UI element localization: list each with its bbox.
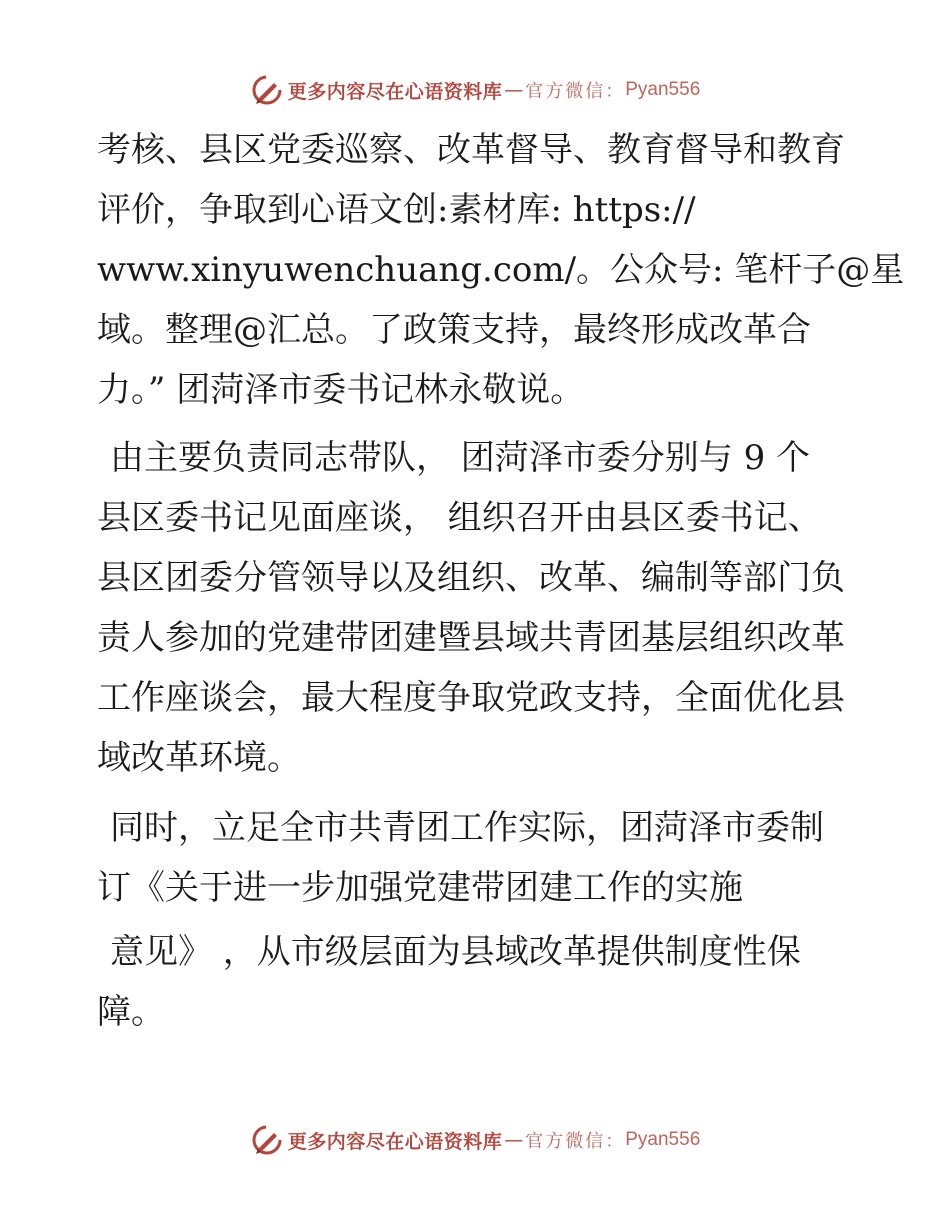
paragraph-4 — [97, 922, 857, 1042]
watermark-brand: 更多内容尽在心语资料库 — [287, 80, 503, 103]
watermark-separator: — — [504, 1129, 524, 1151]
paragraph-1 — [97, 120, 905, 420]
watermark-official-label: 官方微信： — [525, 81, 626, 102]
text-line: 县区团委分管领导以及组织、改革、编制等部门负 — [97, 558, 845, 598]
pen-swirl-logo-icon — [250, 73, 284, 107]
text-line: 评价，争取到心语文创:素材库: https:// — [97, 190, 696, 230]
text-line: 县区委书记见面座谈， 组织召开由县区委书记、 — [97, 498, 822, 538]
watermark-brand: 更多内容尽在心语资料库 — [287, 1130, 503, 1153]
text-line: 力。” 团菏泽市委书记林永敬说。 — [97, 370, 585, 410]
text-line: www.xinyuwenchuang.com/。公众号: 笔杆子@星 — [97, 250, 905, 290]
text-line: 意见》 ，从市级层面为县域改革提供制度性保 — [110, 932, 801, 972]
paragraph-3 — [97, 798, 857, 918]
text-line: 工作座谈会，最大程度争取党政支持，全面优化县 — [97, 678, 845, 718]
text-line: 域。整理@汇总。了政策支持，最终形成改革合 — [97, 310, 811, 350]
watermark-wechat-id: Pyan556 — [625, 1129, 701, 1150]
document-body — [97, 120, 905, 1042]
text-line: 订《关于进一步加强党建带团建工作的实施 — [97, 868, 743, 908]
paragraph-2 — [97, 428, 857, 788]
text-line: 考核、县区党委巡察、改革督导、教育督导和教育 — [97, 130, 845, 170]
text-line: 责人参加的党建带团建暨县域共青团基层组织改革 — [97, 618, 845, 658]
watermark-separator: — — [504, 79, 524, 101]
pen-swirl-logo-icon — [250, 1123, 284, 1157]
header-watermark — [0, 68, 950, 112]
footer-watermark — [0, 1118, 950, 1162]
watermark-official-label: 官方微信： — [525, 1131, 626, 1152]
text-line: 由主要负责同志带队， 团菏泽市委分别与 9 个 — [110, 438, 811, 478]
text-line: 障。 — [97, 992, 165, 1032]
text-line: 域改革环境。 — [97, 738, 301, 778]
text-line: 同时，立足全市共青团工作实际，团菏泽市委制 — [110, 808, 824, 848]
watermark-wechat-id: Pyan556 — [625, 79, 701, 100]
